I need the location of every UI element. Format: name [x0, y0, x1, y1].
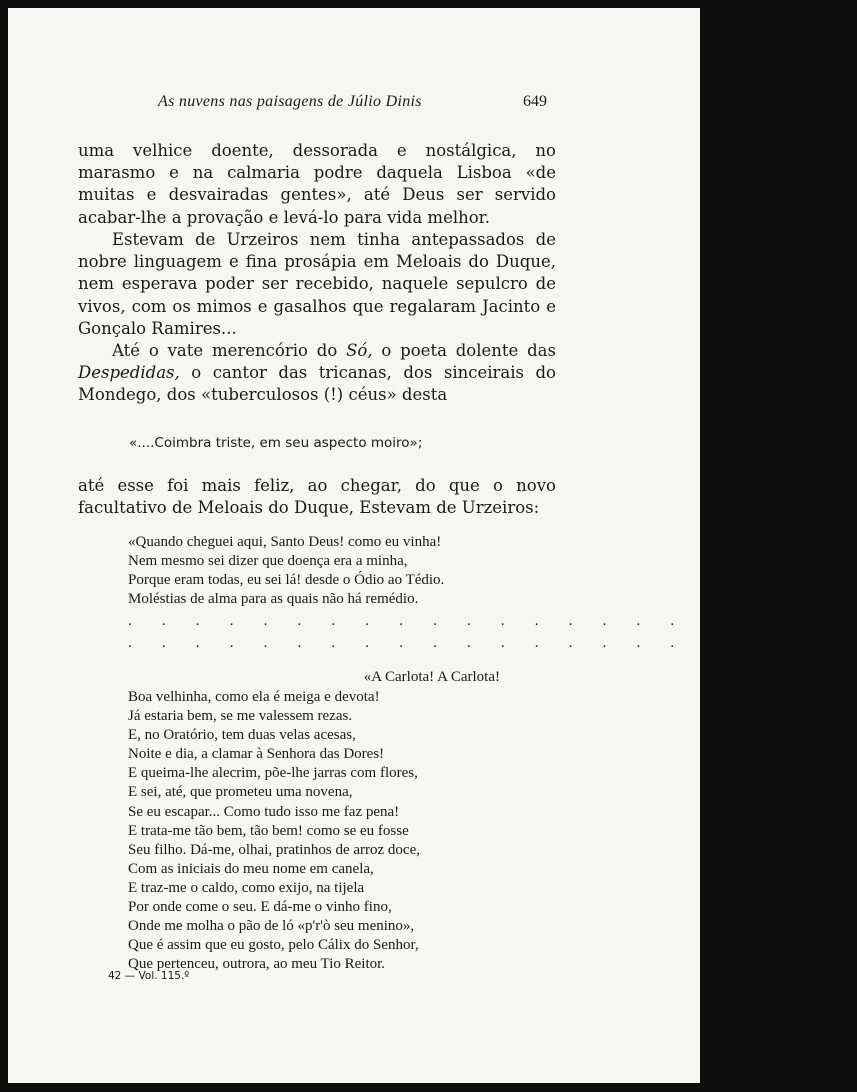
verse-line: Onde me molha o pão de ló «p'r'ò seu menino»,: [128, 918, 415, 935]
verse-line: Seu filho. Dá-me, olhai, pratinhos de arroz doce,: [128, 841, 420, 858]
verse-line: E, no Oratório, tem duas velas acesas,: [128, 727, 356, 744]
ellipsis-row: . . . . . . . . . . . . . . . . . . . . . .: [128, 613, 857, 629]
paragraph-text: Até o vate merencório do: [112, 341, 347, 360]
verse-line: E traz-me o caldo, como exijo, na tijela: [128, 879, 365, 896]
verse-line: Moléstias de alma para as quais não há remédio.: [128, 591, 419, 608]
verse-line: E trata-me tão bem, tão bem! como se eu fosse: [128, 822, 409, 839]
paragraph: [78, 340, 556, 407]
verse-line: Nem mesmo sei dizer que doença era a minha,: [128, 553, 408, 570]
paragraph: uma velhice doente, dessorada e nostálgica, no marasmo e na calmaria podre daquela Lisboa «de muitas e desvairadas gentes», até Deus ser servido acabar-lhe a provação e levá-lo para vida melhor.: [78, 141, 556, 227]
ellipsis-row: . . . . . . . . . . . . . . . . . . . . . .: [128, 635, 857, 651]
quotation: «....Coimbra triste, em seu aspecto moiro»;: [129, 435, 423, 451]
verse-line: Que é assim que eu gosto, pelo Cálix do Senhor,: [128, 937, 419, 954]
paragraph-text: o poeta dolente das: [372, 341, 556, 360]
signature-mark: 42 — Vol. 115.º: [108, 970, 190, 982]
page-header: [8, 93, 700, 115]
verse-block: [128, 688, 508, 974]
verse-line: E queima-lhe alecrim, põe-lhe jarras com flores,: [128, 765, 418, 782]
verse-line: Com as iniciais do meu nome em canela,: [128, 860, 374, 877]
book-title: Despedidas,: [78, 363, 180, 383]
verse-line: Porque eram todas, eu sei lá! desde o Ódio ao Tédio.: [128, 572, 445, 589]
verse-line: Se eu escapar... Como tudo isso me faz pena!: [128, 803, 400, 820]
paragraph-text: o cantor das tricanas, dos sinceirais do Mondego, dos «tuberculosos (!) céus» desta: [78, 363, 556, 405]
verse-line: «Quando cheguei aqui, Santo Deus! como eu vinha!: [128, 534, 442, 550]
verse-line: «A Carlota! A Carlota!: [363, 669, 500, 685]
paragraph-text: Estevam de Urzeiros nem tinha antepassados de nobre linguagem e fina prosápia em Meloais do Duque, nem esperava poder ser recebido, naquele sepulcro de vivos, com os mimos e gasalhos que regalaram Jacinto e Gonçalo Ramires...: [78, 230, 556, 338]
paragraph: até esse foi mais feliz, ao chegar, do que o novo facultativo de Meloais do Duque, Estevam de Urzeiros:: [78, 476, 556, 518]
verse-line: Boa velhinha, como ela é meiga e devota!: [128, 689, 380, 705]
paragraph: [78, 229, 556, 340]
verse-line: Já estaria bem, se me valessem rezas.: [128, 708, 353, 725]
verse-line: Noite e dia, a clamar à Senhora das Dores!: [128, 746, 385, 763]
verse-line: E sei, até, que prometeu uma novena,: [128, 784, 353, 801]
page-number: 649: [523, 93, 547, 110]
running-title: As nuvens nas paisagens de Júlio Dinis: [158, 93, 422, 110]
book-title: Só,: [346, 341, 373, 360]
verse-line: Por onde come o seu. E dá-me o vinho fino,: [128, 899, 392, 916]
verse-block: [128, 533, 508, 609]
verse-line: Que pertenceu, outrora, ao meu Tio Reitor.: [128, 956, 386, 973]
book-page: [8, 8, 857, 1083]
